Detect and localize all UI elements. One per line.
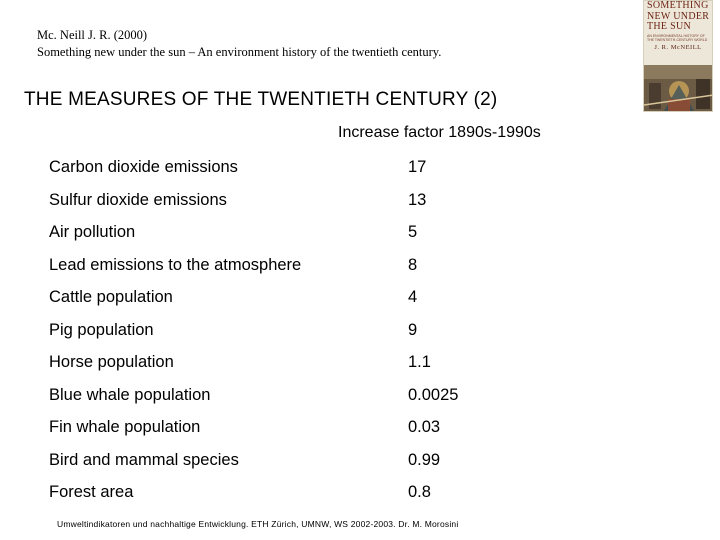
column-header: Increase factor 1890s-1990s bbox=[338, 124, 541, 141]
row-value: 0.8 bbox=[408, 483, 431, 501]
cover-author: J. R. McNEILL bbox=[654, 43, 702, 51]
row-label: Horse population bbox=[49, 353, 174, 371]
row-label: Forest area bbox=[49, 483, 134, 501]
row-value: 13 bbox=[408, 190, 427, 209]
row-value: 8 bbox=[408, 255, 418, 274]
citation-author-year: Mc. Neill J. R. (2000) bbox=[37, 28, 148, 42]
row-value: 17 bbox=[408, 158, 427, 176]
book-cover-image bbox=[643, 0, 713, 112]
row-label: Lead emissions to the atmosphere bbox=[49, 255, 302, 274]
row-value: 0.03 bbox=[408, 418, 441, 436]
row-value: 0.0025 bbox=[408, 385, 459, 404]
row-value: 5 bbox=[408, 223, 418, 241]
row-value: 1.1 bbox=[408, 353, 431, 371]
footer-source: Umweltindikatoren und nachhaltige Entwicklung. ETH Zürich, UMNW, WS 2002-2003. Dr. M. Morosini bbox=[57, 519, 459, 529]
cover-title-line-2: NEW UNDER bbox=[647, 10, 710, 22]
row-label: Sulfur dioxide emissions bbox=[49, 190, 227, 209]
row-label: Air pollution bbox=[49, 223, 136, 241]
cover-subtitle: AN ENVIRONMENTAL HISTORY OF THE TWENTIETH-CENTURY WORLD bbox=[647, 33, 708, 42]
row-label: Carbon dioxide emissions bbox=[49, 158, 238, 176]
row-label: Fin whale population bbox=[49, 418, 201, 436]
row-label: Bird and mammal species bbox=[49, 450, 239, 469]
cover-title-line-1: SOMETHING bbox=[647, 0, 709, 11]
cover-title-line-3: THE SUN bbox=[647, 21, 692, 32]
row-label: Blue whale population bbox=[49, 385, 211, 404]
slide-title: THE MEASURES OF THE TWENTIETH CENTURY (2) bbox=[24, 89, 498, 110]
row-value: 0.99 bbox=[408, 450, 441, 469]
citation bbox=[37, 27, 441, 61]
row-value: 4 bbox=[408, 288, 418, 306]
cover-artwork bbox=[644, 65, 713, 111]
row-label: Cattle population bbox=[49, 288, 173, 306]
row-label: Pig population bbox=[49, 320, 154, 339]
row-value: 9 bbox=[408, 320, 418, 339]
citation-book-title: Something new under the sun – An environment history of the twentieth century. bbox=[37, 45, 442, 59]
